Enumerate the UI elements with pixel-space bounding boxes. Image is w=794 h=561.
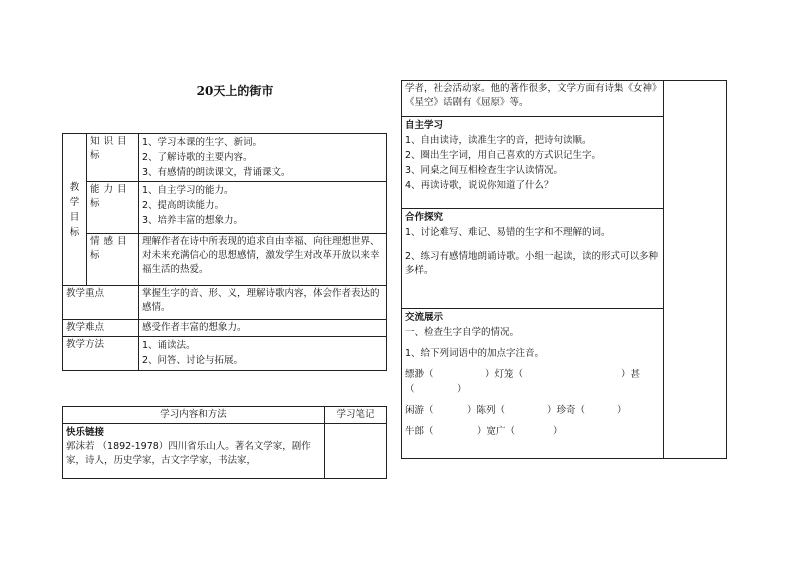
emotion-text: 理解作者在诗中所表现的追求自由幸福、向往理想世界、对未来充满信心的思想感情，激发学生对改革开放以来幸福生活的热爱。 [139, 234, 387, 286]
focus-text: 掌握生字的音、形、义，理解诗歌内容，体会作者表达的感情。 [139, 286, 387, 320]
list-item: 1、自主学习的能力。 [142, 185, 234, 196]
continued-bio: 学者，社会活动家。他的著作很多，文学方面有诗集《女神》《星空》话剧有《屈原》等。 [402, 81, 664, 117]
cooperate-heading: 合作探究 [405, 212, 444, 223]
list-item: 1、学习本课的生字、新词。 [142, 137, 263, 148]
side-label: 教 学 目 标 [63, 134, 87, 286]
notes-column [664, 81, 727, 459]
exchange-section [402, 309, 664, 459]
focus-label: 教学重点 [63, 286, 139, 320]
list-item: 1、讨论难写、难记、易错的生字和不理解的词。 [405, 227, 611, 238]
list-item: 1、自由读诗，读准生字的音，把诗句读顺。 [405, 135, 592, 146]
study-table [62, 406, 387, 479]
method-label: 教学方法 [63, 337, 139, 371]
happy-link-text: 郭沫若 （1892-1978）四川省乐山人。著名文学家，剧作家，诗人，历史学家，古文字学家，书法家， [66, 441, 311, 466]
pinyin-row-1: 缥渺（ ）灯笼（ ）甚 [405, 369, 641, 380]
happy-link-heading: 快乐链接 [66, 427, 105, 438]
cooperate-section [402, 209, 664, 309]
emotion-label: 情感目标 [87, 234, 139, 286]
self-study-section [402, 117, 664, 209]
exchange-sub: 一、检查生字自学的情况。 [405, 327, 520, 338]
list-item: 2、问答、讨论与拓展。 [142, 355, 244, 366]
pinyin-row-1b: （ ） [405, 384, 467, 395]
objectives-table [62, 133, 387, 371]
list-item: 3、培养丰富的想象力。 [142, 215, 244, 226]
right-table [401, 80, 727, 459]
knowledge-label: 知识目标 [87, 134, 139, 182]
notes-cell [325, 424, 387, 479]
method-items [139, 337, 387, 371]
ability-items [139, 182, 387, 234]
list-item: 2、圈出生字词，用自己喜欢的方式识记生字。 [405, 150, 602, 161]
list-item: 2、练习有感情地朗诵诗歌。小组一起读，读的形式可以多种多样。 [405, 251, 659, 276]
list-item: 2、了解诗歌的主要内容。 [142, 152, 253, 163]
pinyin-row-3: 牛郎（ ）宽广（ ） [405, 426, 563, 437]
exchange-heading: 交流展示 [405, 312, 444, 323]
page-title: 20天上的街市 [196, 84, 274, 98]
list-item: 4、再读诗歌，说说你知道了什么？ [405, 180, 554, 191]
col-header-content: 学习内容和方法 [63, 407, 325, 424]
list-item: 2、提高朗读能力。 [142, 200, 225, 211]
list-item: 1、诵读法。 [142, 340, 196, 351]
difficulty-label: 教学难点 [63, 320, 139, 337]
pinyin-row-2: 闲游（ ）陈列（ ）珍奇（ ） [405, 405, 627, 416]
exchange-question: 1、给下列词语中的加点字注音。 [405, 348, 545, 359]
list-item: 3、同桌之间互相检查生字认读情况。 [405, 165, 564, 176]
happy-link-section [63, 424, 325, 479]
knowledge-items [139, 134, 387, 182]
self-study-heading: 自主学习 [405, 120, 444, 131]
difficulty-text: 感受作者丰富的想象力。 [139, 320, 387, 337]
ability-label: 能力目标 [87, 182, 139, 234]
col-header-notes: 学习笔记 [325, 407, 387, 424]
list-item: 3、有感情的朗读课文，背诵课文。 [142, 167, 291, 178]
